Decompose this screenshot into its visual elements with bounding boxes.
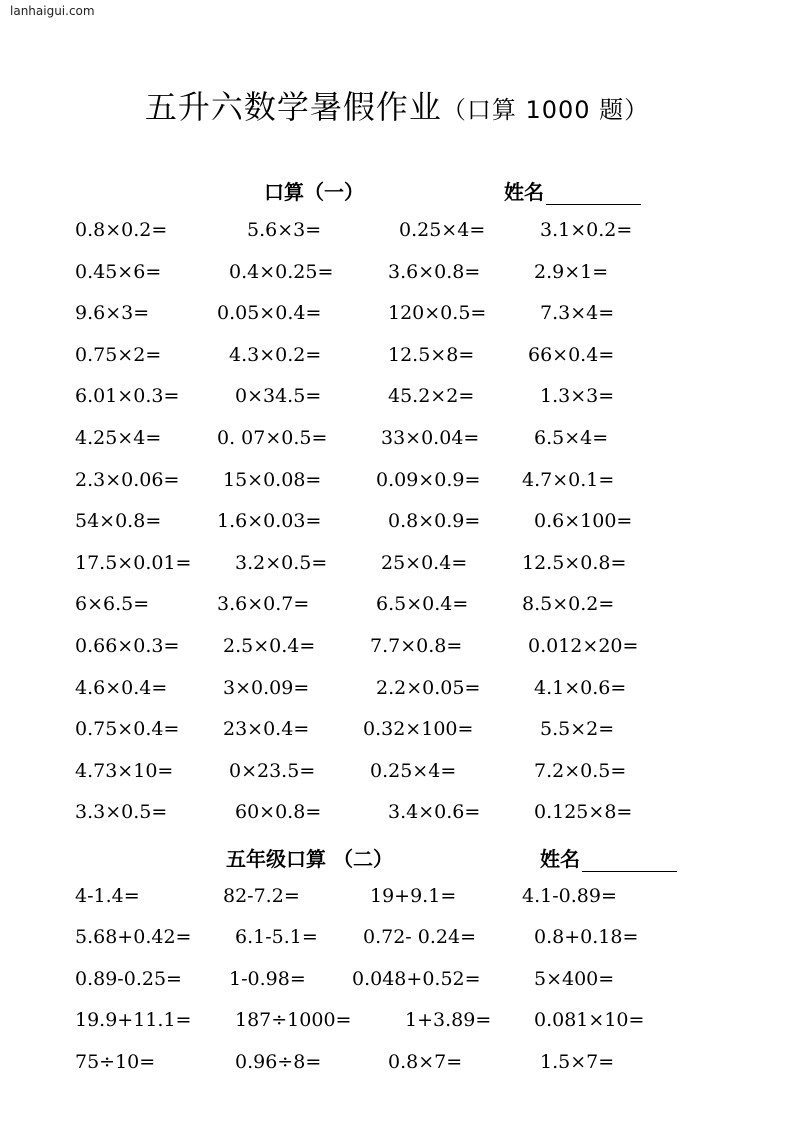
problem: 7.7×0.8=	[370, 635, 463, 657]
problem: 60×0.8=	[235, 801, 322, 824]
problem: 0.125×8=	[534, 801, 633, 824]
problem: 3.3×0.5=	[75, 801, 168, 824]
problem: 6.01×0.3=	[75, 385, 180, 408]
problem: 0.75×0.4=	[75, 718, 180, 741]
problem-row	[0, 302, 794, 328]
problem: 2.2×0.05=	[376, 676, 481, 699]
site-watermark: lanhaigui.com	[10, 4, 95, 18]
problem: 45.2×2=	[388, 385, 475, 408]
problem: 1+3.89=	[405, 1009, 492, 1032]
problem: 3.6×0.8=	[388, 260, 481, 283]
problem: 3.1×0.2=	[540, 219, 633, 241]
problem-row	[0, 968, 794, 994]
problem: 0.25×4=	[370, 759, 457, 782]
name-label: 姓名	[504, 180, 544, 204]
problem-row	[0, 718, 794, 744]
name-blank-line	[546, 186, 641, 205]
problem-row	[0, 760, 794, 786]
problem: 25×0.4=	[381, 551, 468, 574]
problem-row	[0, 385, 794, 411]
name-blank-line	[582, 853, 677, 872]
problem-row	[0, 677, 794, 703]
problem-row	[0, 427, 794, 453]
problem: 23×0.4=	[223, 718, 310, 741]
problem: 12.5×8=	[388, 343, 475, 366]
problem: 0.89-0.25=	[75, 967, 182, 990]
problem: 82-7.2=	[223, 885, 300, 907]
problem: 2.3×0.06=	[75, 468, 180, 491]
problem: 66×0.4=	[528, 343, 615, 366]
problem: 0.081×10=	[534, 1009, 645, 1032]
section-2-title: 五年级口算 （二）	[226, 847, 393, 871]
problem: 6.5×0.4=	[376, 593, 469, 616]
problem-row	[0, 261, 794, 287]
problem: 0.4×0.25=	[229, 260, 334, 283]
title-main: 五升六数学暑假作业	[144, 88, 442, 126]
problem: 4-1.4=	[75, 885, 140, 907]
problem: 3.6×0.7=	[217, 593, 310, 616]
problem: 0.012×20=	[528, 635, 639, 657]
problem: 0×23.5=	[229, 759, 316, 782]
problem: 9.6×3=	[75, 302, 150, 325]
problem: 0.75×2=	[75, 343, 162, 366]
problem: 0.8×0.9=	[388, 510, 481, 533]
problem: 33×0.04=	[381, 427, 480, 449]
problem-row	[0, 552, 794, 578]
problem-row	[0, 1009, 794, 1035]
problem-row	[0, 1051, 794, 1077]
problem: 3.2×0.5=	[235, 551, 328, 574]
problem: 19+9.1=	[370, 885, 457, 907]
problem: 187÷1000=	[235, 1009, 352, 1032]
problem-row	[0, 801, 794, 827]
problem: 0.45×6=	[75, 260, 162, 283]
problem: 0.09×0.9=	[376, 468, 481, 491]
problem: 75÷10=	[75, 1050, 156, 1073]
problem: 0.048+0.52=	[352, 967, 481, 990]
problem-row	[0, 469, 794, 495]
problem: 2.5×0.4=	[223, 635, 316, 657]
section-2-name-field	[540, 843, 677, 872]
problem: 3.4×0.6=	[388, 801, 481, 824]
problem: 0.6×100=	[534, 510, 633, 533]
problem: 2.9×1=	[534, 260, 609, 283]
problem: 0.25×4=	[399, 219, 486, 241]
problem-row	[0, 885, 794, 911]
problem-row	[0, 926, 794, 952]
problem: 1-0.98=	[229, 967, 306, 990]
problem: 12.5×0.8=	[522, 551, 627, 574]
problem: 4.6×0.4=	[75, 676, 168, 699]
problem: 0.8×0.2=	[75, 219, 168, 241]
problem: 6.5×4=	[534, 427, 609, 449]
problem: 0×34.5=	[235, 385, 322, 408]
problem: 54×0.8=	[75, 510, 162, 533]
problem: 1.6×0.03=	[217, 510, 322, 533]
problem: 4.25×4=	[75, 427, 162, 449]
problem: 4.1-0.89=	[522, 885, 617, 907]
problem-row	[0, 635, 794, 661]
section-1-title: 口算（一）	[264, 180, 364, 204]
problem: 5.6×3=	[247, 219, 322, 241]
problem: 4.1×0.6=	[534, 676, 627, 699]
problem: 3×0.09=	[223, 676, 310, 699]
problem: 19.9+11.1=	[75, 1009, 192, 1032]
problem-row	[0, 219, 794, 245]
problem: 0.32×100=	[363, 718, 474, 741]
problem-row	[0, 593, 794, 619]
problem: 0.8×7=	[388, 1050, 463, 1073]
problem: 7.2×0.5=	[534, 759, 627, 782]
problem: 5×400=	[534, 967, 615, 990]
problem: 4.73×10=	[75, 759, 174, 782]
problem: 17.5×0.01=	[75, 551, 192, 574]
problem: 4.7×0.1=	[522, 468, 615, 491]
problem: 120×0.5=	[388, 302, 487, 325]
problem: 8.5×0.2=	[522, 593, 615, 616]
page-title	[0, 82, 794, 128]
problem: 0. 07×0.5=	[217, 427, 328, 449]
problem: 0.72- 0.24=	[363, 926, 476, 949]
title-subtitle: （口算 1000 题）	[441, 96, 650, 124]
problem: 4.3×0.2=	[229, 343, 322, 366]
problem: 0.8+0.18=	[534, 926, 639, 949]
problem: 1.3×3=	[540, 385, 615, 408]
problem-row	[0, 344, 794, 370]
problem: 15×0.08=	[223, 468, 322, 491]
problem: 6.1-5.1=	[235, 926, 318, 949]
problem: 0.66×0.3=	[75, 635, 180, 657]
problem: 1.5×7=	[540, 1050, 615, 1073]
problem: 0.05×0.4=	[217, 302, 322, 325]
problem: 6×6.5=	[75, 593, 150, 616]
name-label: 姓名	[540, 847, 580, 871]
problem: 7.3×4=	[540, 302, 615, 325]
problem: 5.68+0.42=	[75, 926, 192, 949]
problem: 0.96÷8=	[235, 1050, 322, 1073]
problem-row	[0, 510, 794, 536]
section-1-name-field	[504, 176, 641, 205]
problem: 5.5×2=	[540, 718, 615, 741]
